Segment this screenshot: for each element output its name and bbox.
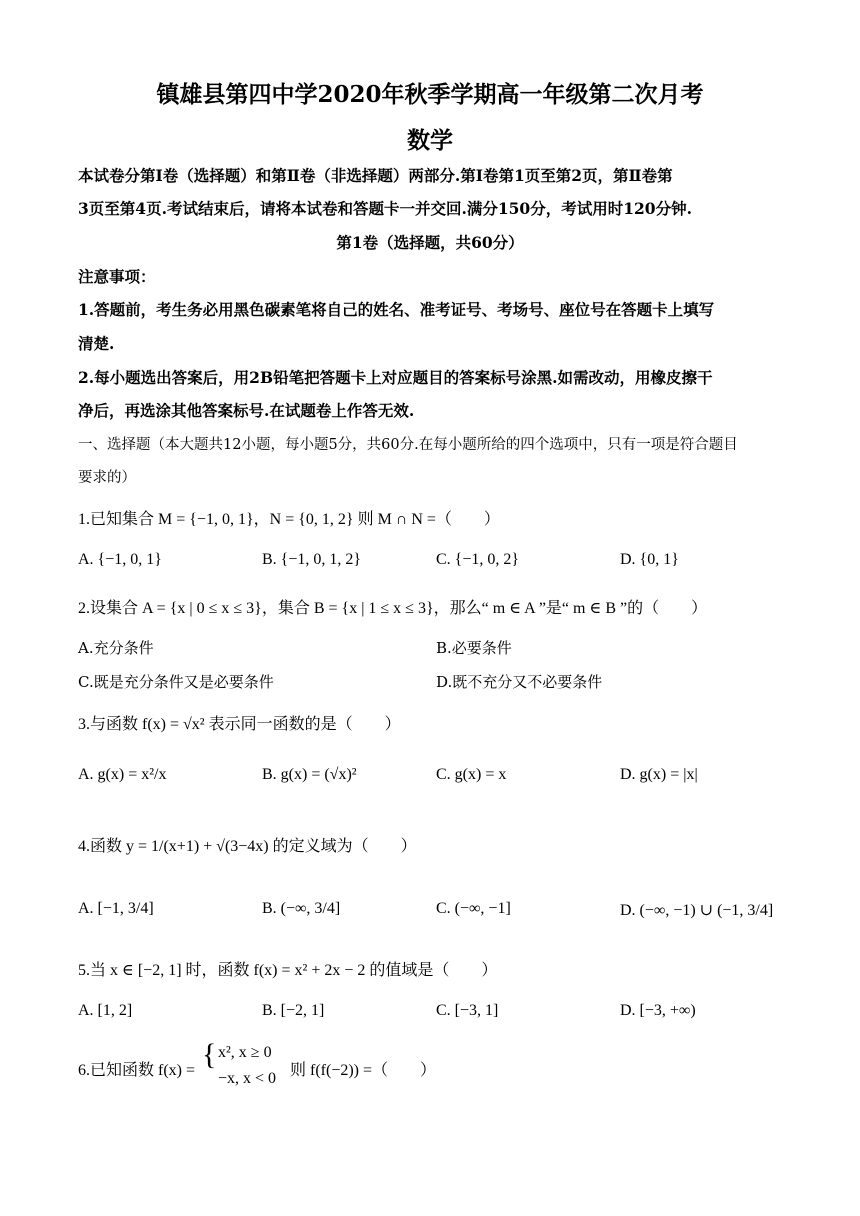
question-5-option-c[interactable]: C. [−3, 1] (436, 1002, 499, 1019)
part-heading-line-2: 要求的） (78, 470, 136, 486)
question-3-option-a[interactable]: A. g(x) = x²/x (78, 766, 167, 783)
notice-item-1-line-1: 1.答题前，考生务必用黑色碳素笔将自己的姓名、准考证号、考场号、座位号在答题卡上填写 (78, 300, 715, 319)
section-heading: 第1卷（选择题，共60分） (336, 233, 524, 252)
question-4-option-a[interactable]: A. [−1, 3/4] (78, 900, 154, 917)
question-1-option-b[interactable]: B. {−1, 0, 1, 2} (262, 551, 362, 568)
notice-item-2-line-2: 净后，再选涂其他答案标号.在试题卷上作答无效. (78, 401, 415, 420)
question-4-stem: 4.函数 y = 1/(x+1) + √(3−4x) 的定义域为（ ） (78, 838, 417, 855)
question-6-stem-suffix: 则 f(f(−2)) =（ ） (290, 1062, 437, 1079)
question-6-case-1: x², x ≥ 0 (218, 1044, 272, 1061)
notice-heading: 注意事项： (78, 267, 156, 286)
question-1-stem: 1.已知集合 M = {−1, 0, 1}，N = {0, 1, 2} 则 M ∩ N =（ ） (78, 511, 500, 528)
question-2-stem: 2.设集合 A = {x | 0 ≤ x ≤ 3}，集合 B = {x | 1 ≤ x ≤ 3}，那么“ m ∈ A ”是“ m ∈ B ”的（ ） (78, 600, 708, 617)
question-2-option-b[interactable]: B.必要条件 (436, 639, 512, 657)
question-3-stem: 3.与函数 f(x) = √x² 表示同一函数的是（ ） (78, 716, 401, 733)
question-1-option-d[interactable]: D. {0, 1} (620, 551, 679, 568)
question-5-option-a[interactable]: A. [1, 2] (78, 1002, 133, 1019)
subject-title: 数学 (407, 127, 453, 154)
question-2-option-a[interactable]: A.充分条件 (78, 639, 154, 657)
piecewise-brace-icon: { (202, 1038, 217, 1071)
notice-item-1-line-2: 清楚. (78, 334, 115, 353)
question-4-option-d[interactable]: D. (−∞, −1) ∪ (−1, 3/4] (620, 902, 774, 919)
question-3-option-c[interactable]: C. g(x) = x (436, 766, 507, 783)
question-1-option-c[interactable]: C. {−1, 0, 2} (436, 551, 520, 568)
question-2-option-c[interactable]: C.既是充分条件又是必要条件 (78, 673, 274, 691)
question-1-option-a[interactable]: A. {−1, 0, 1} (78, 551, 162, 568)
intro-line-1: 本试卷分第Ⅰ卷（选择题）和第Ⅱ卷（非选择题）两部分.第Ⅰ卷第1页至第2页，第Ⅱ卷第 (78, 166, 673, 185)
question-6-case-2: −x, x < 0 (218, 1070, 277, 1087)
question-4-option-c[interactable]: C. (−∞, −1] (436, 900, 511, 917)
question-5-stem: 5.当 x ∈ [−2, 1] 时，函数 f(x) = x² + 2x − 2 的值域是（ ） (78, 962, 498, 979)
question-5-option-b[interactable]: B. [−2, 1] (262, 1002, 325, 1019)
question-6-stem-prefix: 6.已知函数 f(x) = (78, 1062, 196, 1079)
part-heading-line-1: 一、选择题（本大题共12小题，每小题5分，共60分.在每小题所给的四个选项中，只有一项是符合题目 (78, 437, 738, 453)
exam-title: 镇雄县第四中学2020年秋季学期高一年级第二次月考 (156, 81, 704, 108)
question-4-option-b[interactable]: B. (−∞, 3/4] (262, 900, 341, 917)
question-2-option-d[interactable]: D.既不充分又不必要条件 (436, 673, 603, 691)
question-3-option-b[interactable]: B. g(x) = (√x)² (262, 766, 357, 783)
question-3-option-d[interactable]: D. g(x) = |x| (620, 766, 698, 783)
question-5-option-d[interactable]: D. [−3, +∞) (620, 1002, 696, 1019)
notice-item-2-line-1: 2.每小题选出答案后，用2B铅笔把答题卡上对应题目的答案标号涂黑.如需改动，用橡皮擦干 (78, 368, 713, 387)
intro-line-2: 3页至第4页.考试结束后，请将本试卷和答题卡一并交回.满分150分，考试用时120分钟. (78, 199, 692, 218)
